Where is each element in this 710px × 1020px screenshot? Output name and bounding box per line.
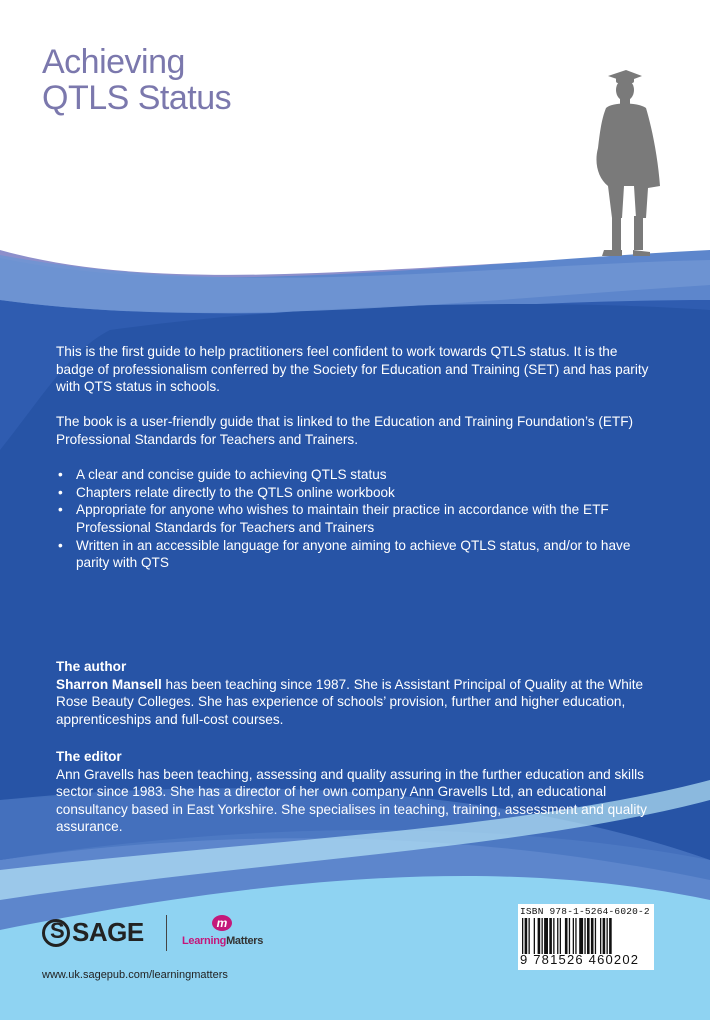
learning-matters-logo xyxy=(182,915,272,955)
barcode-bar xyxy=(603,918,606,954)
learning-matters-badge-icon: m xyxy=(212,915,232,931)
author-bio-text: has been teaching since 1987. She is Assistant Principal of Quality at the White Rose Beauty Colleges. She has experience of schools’ provision, further and higher education, apprenticeships and full-cost courses. xyxy=(56,676,644,727)
author-bio xyxy=(56,676,656,729)
barcode-bar xyxy=(607,918,608,954)
barcode-bar xyxy=(609,918,612,954)
editor-bio: Ann Gravells has been teaching, assessing and quality assuring in the further education and skills sector since 1983. She has a director of her own company Ann Gravells Ltd, an educational consultancy based in East Yorkshire. She specialises in teaching, training, assessment and quality assurance. xyxy=(56,766,647,835)
barcode-bar xyxy=(575,918,576,954)
author-name: Sharron Mansell xyxy=(56,676,162,692)
logo-divider xyxy=(166,915,167,951)
editor-heading: The editor xyxy=(56,749,122,764)
barcode-icon xyxy=(522,918,650,954)
sage-circle-icon xyxy=(42,919,70,947)
barcode-bar xyxy=(587,918,590,954)
book-title-line1: Achieving xyxy=(42,43,185,81)
barcode-bar xyxy=(569,918,570,954)
barcode-bar xyxy=(584,918,585,954)
graduate-silhouette-icon xyxy=(578,68,664,258)
book-description xyxy=(56,343,652,572)
barcode-bar xyxy=(538,918,541,954)
barcode-bar xyxy=(522,918,523,954)
feature-list-item: • Written in an accessible language for anyone aiming to achieve QTLS status, and/or to have parity with QTS xyxy=(56,537,652,572)
barcode-bar xyxy=(553,918,554,954)
barcode-bar xyxy=(595,918,596,954)
publisher-url: www.uk.sagepub.com/learningmatters xyxy=(42,969,228,981)
editor-section xyxy=(56,748,656,836)
book-title-line2: QTLS Status xyxy=(42,79,232,117)
barcode-bar xyxy=(565,918,568,954)
barcode-bar xyxy=(549,918,552,954)
barcode-bar xyxy=(544,918,548,954)
barcode-bar xyxy=(600,918,601,954)
publisher-logos xyxy=(42,915,282,955)
intro-paragraph: This is the first guide to help practitioners feel confident to work towards QTLS status. It is the badge of professionalism conferred by the Society for Education and Training (SET) and has parity with QTS status in schools. xyxy=(56,344,649,395)
intro-paragraph: The book is a user-friendly guide that is linked to the Education and Training Foundation’s (ETF) Professional Standards for Teachers and Trainers. xyxy=(56,414,634,447)
isbn-barcode xyxy=(518,904,654,970)
feature-list-item: • Appropriate for anyone who wishes to maintain their practice in accordance with the ETF Professional Standards for Teachers and Trainers xyxy=(56,501,652,536)
barcode-bar xyxy=(591,918,594,954)
barcode-bar xyxy=(525,918,528,954)
feature-list-item: • Chapters relate directly to the QTLS online workbook xyxy=(56,484,652,502)
barcode-bar xyxy=(560,918,561,954)
imprint-matters: Matters xyxy=(226,935,264,947)
isbn-label: ISBN 978-1-5264-6020-2 xyxy=(520,906,650,917)
book-title xyxy=(42,44,231,116)
author-section xyxy=(56,658,656,728)
barcode-bar xyxy=(534,918,535,954)
barcode-bar xyxy=(557,918,558,954)
author-heading: The author xyxy=(56,659,127,674)
sage-logo xyxy=(42,917,144,948)
imprint-learning: Learning xyxy=(182,935,227,947)
barcode-bar xyxy=(579,918,583,954)
feature-list xyxy=(56,466,652,572)
feature-list-item: • A clear and concise guide to achieving QTLS status xyxy=(56,466,652,484)
learning-matters-wordmark xyxy=(182,935,263,947)
barcode-digits: 9 781526 460202 xyxy=(520,952,640,967)
sage-wordmark: SAGE xyxy=(72,917,144,947)
barcode-bar xyxy=(542,918,543,954)
barcode-bar xyxy=(573,918,574,954)
barcode-bar xyxy=(529,918,530,954)
